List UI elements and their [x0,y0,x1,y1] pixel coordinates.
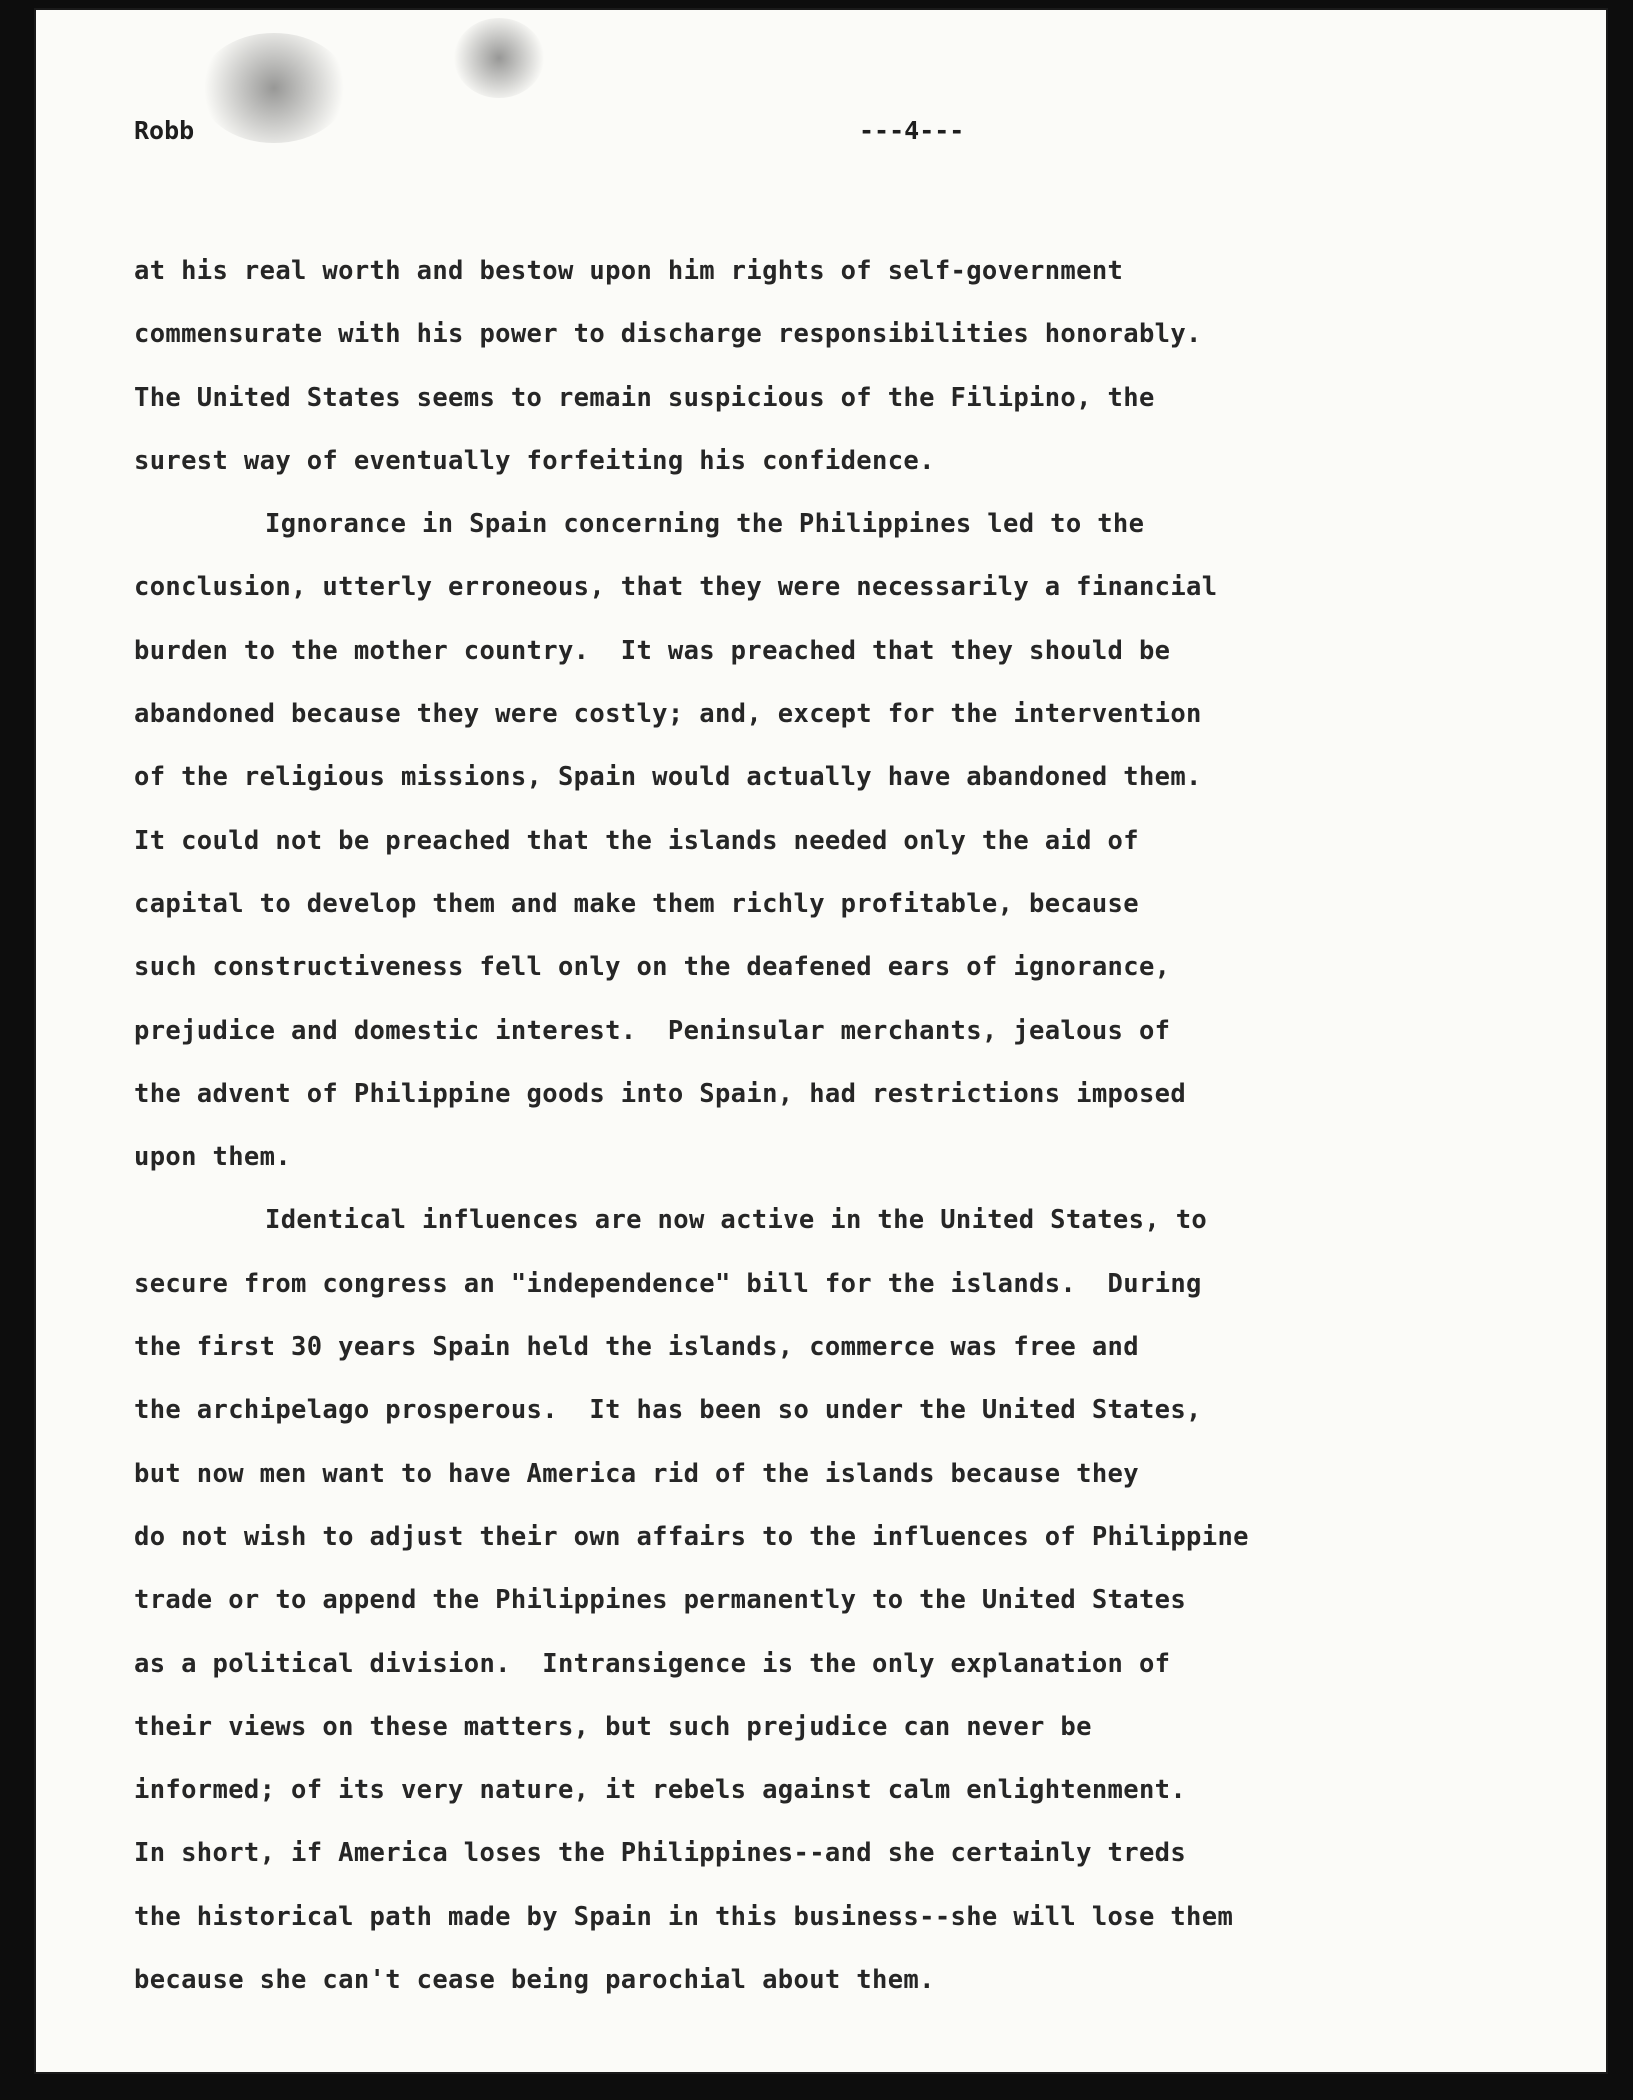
page-number: ---4--- [859,116,965,145]
text-line: at his real worth and bestow upon him rights of self-government [134,256,1124,286]
text-line: It could not be preached that the islands needed only the aid of [134,825,1139,856]
document-page [34,8,1608,2074]
text-line: because she can't cease being parochial about them. [134,1965,935,1996]
text-line: as a political division. Intransigence is the only explanation of [134,1648,1171,1679]
text-line: capital to develop them and make them richly profitable, because [134,888,1139,919]
text-line: In short, if America loses the Philippines--and she certainly treds [134,1838,1187,1869]
text-line: The United States seems to remain suspicious of the Filipino, the [134,382,1155,413]
text-line: commensurate with his power to discharge responsibilities honorably. [134,319,1202,350]
text-line: of the religious missions, Spain would actually have abandoned them. [134,762,1202,793]
text-line: Ignorance in Spain concerning the Philippines led to the [265,509,1145,540]
ink-smudge [454,18,544,98]
text-line: trade or to append the Philippines permanently to the United States [134,1585,1187,1616]
text-line: do not wish to adjust their own affairs to the influences of Philippine [134,1521,1249,1552]
text-line: the historical path made by Spain in this business--she will lose them [134,1901,1234,1932]
text-line: surest way of eventually forfeiting his confidence. [134,445,935,476]
page-header [134,116,1514,156]
text-line: upon them. [134,1142,292,1173]
text-line: secure from congress an "independence" bill for the islands. During [134,1268,1202,1299]
document-body [134,240,1554,2012]
text-line: conclusion, utterly erroneous, that they were necessarily a financial [134,572,1218,603]
text-line: burden to the mother country. It was preached that they should be [134,635,1171,666]
text-line: Identical influences are now active in the United States, to [265,1205,1208,1236]
text-line: but now men want to have America rid of the islands because they [134,1458,1139,1489]
text-line: informed; of its very nature, it rebels against calm enlightenment. [134,1775,1187,1806]
text-line: their views on these matters, but such prejudice can never be [134,1711,1092,1742]
text-line: the first 30 years Spain held the islands, commerce was free and [134,1332,1139,1363]
paragraph-2 [134,493,1554,1189]
author-name: Robb [134,116,195,145]
text-line: such constructiveness fell only on the deafened ears of ignorance, [134,952,1171,983]
text-line: prejudice and domestic interest. Peninsular merchants, jealous of [134,1015,1171,1046]
text-line: the advent of Philippine goods into Spain, had restrictions imposed [134,1078,1187,1109]
paragraph-1 [134,240,1554,493]
paragraph-3 [134,1189,1554,2012]
text-line: the archipelago prosperous. It has been so under the United States, [134,1395,1202,1426]
text-line: abandoned because they were costly; and, except for the intervention [134,699,1202,730]
